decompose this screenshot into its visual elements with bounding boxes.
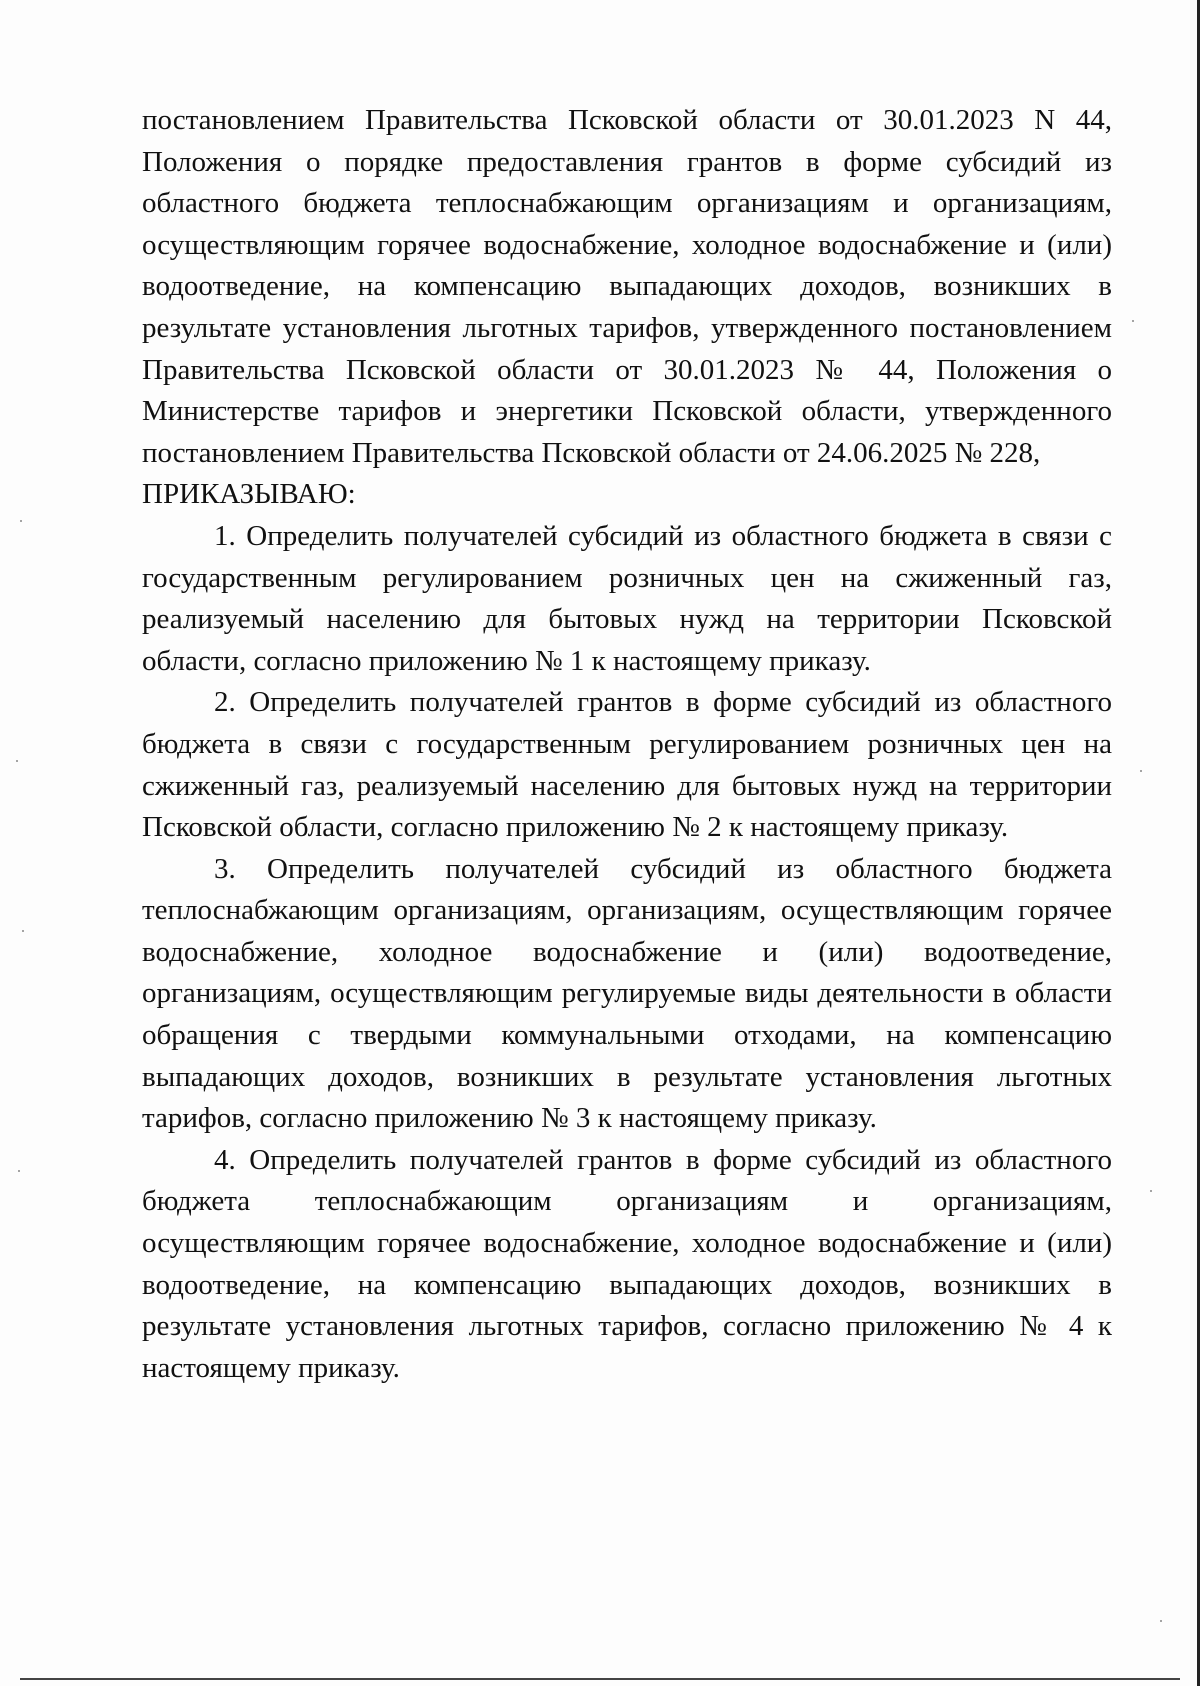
scan-speck: [18, 1170, 20, 1172]
preamble-paragraph: постановлением Правительства Псковской области от 30.01.2023 N 44, Положения о порядке предоставления грантов в форме субсидий из областного бюджета теплоснабжающим организациям и организациям, осуществляющим горячее водоснабжение, холодное водоснабжение и (или) водоотведение, на компенсацию выпадающих доходов, возникших в результате установления льготных тарифов, утвержденного постановлением Правительства Псковской области от 30.01.2023 № 44, Положения о Министерстве тарифов и энергетики Псковской области, утвержденного постановлением Правительства Псковской области от 24.06.2025 № 228,: [142, 104, 1112, 469]
order-item-3: 3. Определить получателей субсидий из областного бюджета теплоснабжающим организациям, организациям, осуществляющим горячее водоснабжение, холодное водоснабжение и (или) водоотведение, организациям, осуществляющим регулируемые виды деятельности в области обращения с твердыми коммунальными отходами, на компенсацию выпадающих доходов, возникших в результате установления льготных тарифов, согласно приложению № 3 к настоящему приказу.: [142, 852, 1112, 1135]
scan-speck: [22, 930, 24, 932]
scan-speck: [1160, 1620, 1162, 1622]
scan-speck: [20, 520, 22, 522]
order-item-2: 2. Определить получателей грантов в форме субсидий из областного бюджета в связи с государственным регулированием розничных цен на сжиженный газ, реализуемый населению для бытовых нужд на территории Псковской области, согласно приложению № 2 к настоящему приказу.: [142, 686, 1112, 844]
scan-speck: [16, 760, 18, 762]
scan-speck: [1140, 770, 1142, 772]
scan-speck: [1132, 320, 1134, 322]
document-body: [142, 100, 1112, 1389]
order-item-4: 4. Определить получателей грантов в форме субсидий из областного бюджета теплоснабжающим организациям и организациям, осуществляющим горячее водоснабжение, холодное водоснабжение и (или) водоотведение, на компенсацию выпадающих доходов, возникших в результате установления льготных тарифов, согласно приложению № 4 к настоящему приказу.: [142, 1143, 1112, 1384]
order-item-1: 1. Определить получателей субсидий из областного бюджета в связи с государственным регулированием розничных цен на сжиженный газ, реализуемый населению для бытовых нужд на территории Псковской области, согласно приложению № 1 к настоящему приказу.: [142, 519, 1112, 677]
scan-speck: [1150, 1190, 1152, 1192]
order-heading: ПРИКАЗЫВАЮ:: [142, 478, 356, 511]
page-edge-bottom: [20, 1678, 1180, 1680]
